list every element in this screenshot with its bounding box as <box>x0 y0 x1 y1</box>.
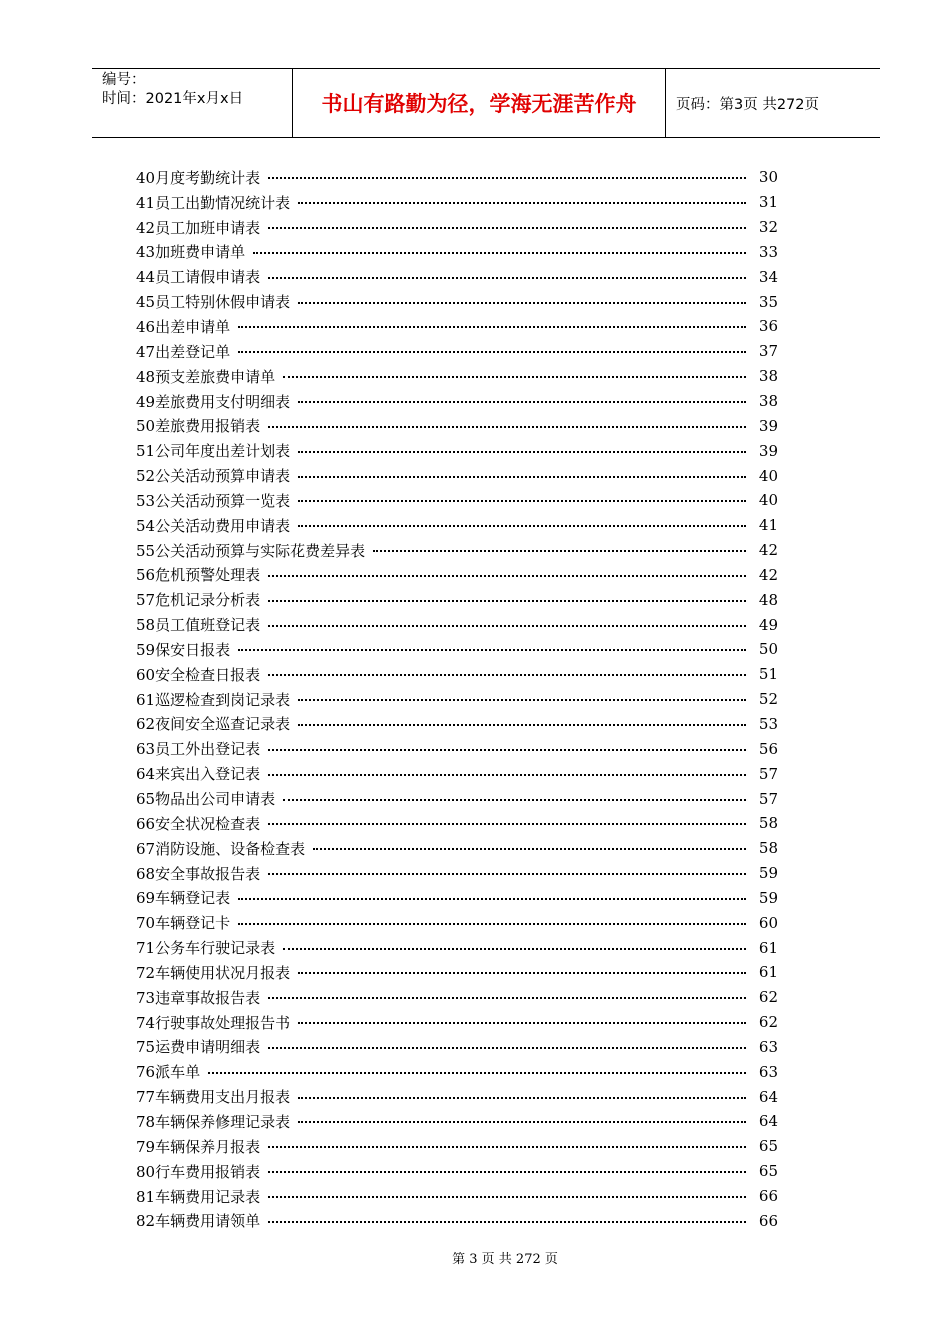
toc-entry-title: 57危机记录分析表 <box>136 591 261 610</box>
toc-dot-leader <box>298 1022 746 1024</box>
toc-entry-page: 63 <box>758 1037 778 1056</box>
toc-dot-leader <box>268 997 746 999</box>
toc-entry-title: 53公关活动预算一览表 <box>136 491 291 510</box>
toc-entry-page: 57 <box>758 764 778 783</box>
toc-entry[interactable] <box>136 836 778 861</box>
toc-dot-leader <box>298 202 746 204</box>
toc-entry[interactable] <box>136 712 778 737</box>
toc-dot-leader <box>268 177 746 179</box>
toc-entry[interactable] <box>136 985 778 1010</box>
toc-entry-page: 40 <box>758 466 778 485</box>
toc-entry[interactable] <box>136 165 778 190</box>
toc-entry-title: 52公关活动预算申请表 <box>136 467 291 486</box>
toc-entry-page: 62 <box>758 1013 778 1032</box>
toc-entry-title: 61巡逻检查到岗记录表 <box>136 690 291 709</box>
toc-entry-title: 51公司年度出差计划表 <box>136 442 291 461</box>
toc-entry-page: 59 <box>758 888 778 907</box>
toc-entry[interactable] <box>136 910 778 935</box>
toc-dot-leader <box>283 799 746 801</box>
toc-entry-page: 30 <box>758 168 778 187</box>
toc-entry[interactable] <box>136 861 778 886</box>
table-of-contents <box>136 165 778 1233</box>
toc-entry-title: 42员工加班申请表 <box>136 218 261 237</box>
toc-entry[interactable] <box>136 1208 778 1233</box>
toc-dot-leader <box>298 302 746 304</box>
toc-entry[interactable] <box>136 1134 778 1159</box>
toc-entry-title: 75运费申请明细表 <box>136 1038 261 1057</box>
toc-entry-title: 54公关活动费用申请表 <box>136 516 291 535</box>
toc-dot-leader <box>298 451 746 453</box>
toc-dot-leader <box>268 575 746 577</box>
toc-entry[interactable] <box>136 1159 778 1184</box>
toc-entry-page: 53 <box>758 714 778 733</box>
toc-entry-page: 41 <box>758 516 778 535</box>
toc-entry-title: 68安全事故报告表 <box>136 864 261 883</box>
toc-entry[interactable] <box>136 339 778 364</box>
toc-entry[interactable] <box>136 289 778 314</box>
toc-entry[interactable] <box>136 1010 778 1035</box>
toc-entry-title: 82车辆费用请领单 <box>136 1212 261 1231</box>
toc-entry-title: 43加班费申请单 <box>136 243 246 262</box>
toc-entry-title: 58员工值班登记表 <box>136 616 261 635</box>
toc-dot-leader <box>298 1097 746 1099</box>
toc-entry[interactable] <box>136 662 778 687</box>
toc-dot-leader <box>268 625 746 627</box>
toc-entry-page: 66 <box>758 1187 778 1206</box>
toc-entry-title: 46出差申请单 <box>136 317 231 336</box>
toc-entry[interactable] <box>136 761 778 786</box>
toc-dot-leader <box>238 326 746 328</box>
toc-entry-page: 39 <box>758 416 778 435</box>
toc-dot-leader <box>268 600 746 602</box>
toc-entry-page: 52 <box>758 690 778 709</box>
toc-entry-page: 64 <box>758 1112 778 1131</box>
toc-entry-title: 70车辆登记卡 <box>136 914 231 933</box>
toc-entry[interactable] <box>136 413 778 438</box>
toc-entry[interactable] <box>136 488 778 513</box>
toc-entry-title: 77车辆费用支出月报表 <box>136 1088 291 1107</box>
toc-entry-title: 50差旅费用报销表 <box>136 417 261 436</box>
toc-dot-leader <box>283 376 746 378</box>
toc-entry-page: 49 <box>758 615 778 634</box>
toc-entry-title: 62夜间安全巡查记录表 <box>136 715 291 734</box>
toc-entry-page: 36 <box>758 317 778 336</box>
toc-entry-title: 66安全状况检查表 <box>136 814 261 833</box>
toc-dot-leader <box>298 500 746 502</box>
toc-entry[interactable] <box>136 786 778 811</box>
toc-entry-title: 73违章事故报告表 <box>136 988 261 1007</box>
toc-entry-page: 57 <box>758 789 778 808</box>
toc-entry[interactable] <box>136 215 778 240</box>
toc-entry-title: 78车辆保养修理记录表 <box>136 1112 291 1131</box>
toc-entry[interactable] <box>136 438 778 463</box>
toc-entry[interactable] <box>136 190 778 215</box>
toc-entry[interactable] <box>136 587 778 612</box>
toc-entry-title: 45员工特别休假申请表 <box>136 293 291 312</box>
toc-entry-page: 65 <box>758 1162 778 1181</box>
toc-entry-title: 48预支差旅费申请单 <box>136 367 276 386</box>
toc-entry-page: 40 <box>758 491 778 510</box>
toc-entry-page: 38 <box>758 392 778 411</box>
toc-entry[interactable] <box>136 240 778 265</box>
toc-dot-leader <box>268 674 746 676</box>
toc-dot-leader <box>298 476 746 478</box>
toc-entry-page: 51 <box>758 665 778 684</box>
toc-entry[interactable] <box>136 687 778 712</box>
toc-entry-page: 42 <box>758 565 778 584</box>
toc-entry-page: 65 <box>758 1137 778 1156</box>
toc-entry[interactable] <box>136 563 778 588</box>
toc-entry-page: 58 <box>758 839 778 858</box>
toc-entry-page: 39 <box>758 441 778 460</box>
toc-dot-leader <box>268 227 746 229</box>
toc-entry-page: 37 <box>758 342 778 361</box>
toc-entry-page: 32 <box>758 218 778 237</box>
toc-dot-leader <box>268 873 746 875</box>
document-number-label: 编号： <box>102 72 146 88</box>
toc-entry-title: 79车辆保养月报表 <box>136 1137 261 1156</box>
toc-entry-page: 38 <box>758 367 778 386</box>
toc-entry-title: 69车辆登记表 <box>136 889 231 908</box>
toc-dot-leader <box>298 724 746 726</box>
toc-entry-title: 74行驶事故处理报告书 <box>136 1013 291 1032</box>
toc-entry-title: 72车辆使用状况月报表 <box>136 963 291 982</box>
toc-dot-leader <box>268 1221 746 1223</box>
toc-entry[interactable] <box>136 1035 778 1060</box>
toc-entry-title: 80行车费用报销表 <box>136 1162 261 1181</box>
toc-dot-leader <box>298 1121 746 1123</box>
header-meta <box>92 69 293 137</box>
toc-entry-page: 62 <box>758 988 778 1007</box>
toc-entry-title: 65物品出公司申请表 <box>136 790 276 809</box>
toc-entry[interactable] <box>136 885 778 910</box>
toc-dot-leader <box>298 972 746 974</box>
toc-entry-page: 34 <box>758 267 778 286</box>
toc-dot-leader <box>298 525 746 527</box>
toc-entry-page: 61 <box>758 938 778 957</box>
toc-entry-title: 41员工出勤情况统计表 <box>136 193 291 212</box>
toc-entry-page: 63 <box>758 1062 778 1081</box>
toc-entry-title: 59保安日报表 <box>136 640 231 659</box>
toc-entry-page: 48 <box>758 590 778 609</box>
toc-dot-leader <box>208 1072 746 1074</box>
toc-entry-page: 35 <box>758 292 778 311</box>
toc-entry-page: 60 <box>758 913 778 932</box>
toc-entry-title: 44员工请假申请表 <box>136 268 261 287</box>
toc-entry-page: 33 <box>758 242 778 261</box>
toc-entry-page: 50 <box>758 640 778 659</box>
document-time-label: 时间：2021年x月x日 <box>102 91 244 107</box>
toc-entry[interactable] <box>136 1184 778 1209</box>
toc-entry[interactable] <box>136 314 778 339</box>
header-motto: 书山有路勤为径，学海无涯苦作舟 <box>293 69 666 137</box>
toc-entry[interactable] <box>136 513 778 538</box>
toc-entry-title: 56危机预警处理表 <box>136 566 261 585</box>
toc-dot-leader <box>268 774 746 776</box>
toc-entry-title: 71公务车行驶记录表 <box>136 939 276 958</box>
page-footer: 第 3 页 共 272 页 <box>452 1252 558 1267</box>
toc-entry-page: 59 <box>758 864 778 883</box>
toc-dot-leader <box>313 848 746 850</box>
toc-entry-title: 64来宾出入登记表 <box>136 765 261 784</box>
toc-dot-leader <box>268 1196 746 1198</box>
toc-dot-leader <box>268 823 746 825</box>
toc-entry-page: 58 <box>758 814 778 833</box>
toc-entry-page: 42 <box>758 541 778 560</box>
toc-entry[interactable] <box>136 1084 778 1109</box>
toc-entry[interactable] <box>136 463 778 488</box>
toc-entry[interactable] <box>136 264 778 289</box>
toc-entry-page: 64 <box>758 1087 778 1106</box>
toc-dot-leader <box>238 923 746 925</box>
toc-entry-title: 81车辆费用记录表 <box>136 1187 261 1206</box>
toc-entry[interactable] <box>136 637 778 662</box>
toc-dot-leader <box>268 277 746 279</box>
toc-dot-leader <box>268 1171 746 1173</box>
toc-entry-title: 76派车单 <box>136 1063 201 1082</box>
page-header <box>92 68 880 138</box>
toc-entry[interactable] <box>136 612 778 637</box>
toc-dot-leader <box>283 948 746 950</box>
toc-entry-title: 40月度考勤统计表 <box>136 168 261 187</box>
header-page-number: 页码：第3页 共272页 <box>676 96 820 113</box>
toc-dot-leader <box>238 649 746 651</box>
toc-dot-leader <box>373 550 746 552</box>
toc-entry-title: 67消防设施、设备检查表 <box>136 839 306 858</box>
toc-dot-leader <box>238 898 746 900</box>
toc-dot-leader <box>268 426 746 428</box>
toc-entry-title: 47出差登记单 <box>136 342 231 361</box>
toc-dot-leader <box>268 1047 746 1049</box>
toc-entry-title: 60安全检查日报表 <box>136 665 261 684</box>
toc-entry-title: 55公关活动预算与实际花费差异表 <box>136 541 366 560</box>
toc-entry[interactable] <box>136 364 778 389</box>
toc-entry[interactable] <box>136 935 778 960</box>
toc-entry-page: 66 <box>758 1211 778 1230</box>
toc-entry[interactable] <box>136 1109 778 1134</box>
toc-entry[interactable] <box>136 389 778 414</box>
toc-entry[interactable] <box>136 1059 778 1084</box>
toc-entry-title: 49差旅费用支付明细表 <box>136 392 291 411</box>
toc-dot-leader <box>268 749 746 751</box>
toc-dot-leader <box>298 401 746 403</box>
toc-dot-leader <box>253 252 746 254</box>
toc-entry[interactable] <box>136 538 778 563</box>
toc-entry-title: 63员工外出登记表 <box>136 740 261 759</box>
toc-dot-leader <box>238 351 746 353</box>
toc-entry[interactable] <box>136 736 778 761</box>
toc-entry-page: 61 <box>758 963 778 982</box>
toc-dot-leader <box>298 699 746 701</box>
toc-entry[interactable] <box>136 960 778 985</box>
toc-entry-page: 31 <box>758 193 778 212</box>
toc-entry-page: 56 <box>758 739 778 758</box>
toc-entry[interactable] <box>136 811 778 836</box>
toc-dot-leader <box>268 1146 746 1148</box>
